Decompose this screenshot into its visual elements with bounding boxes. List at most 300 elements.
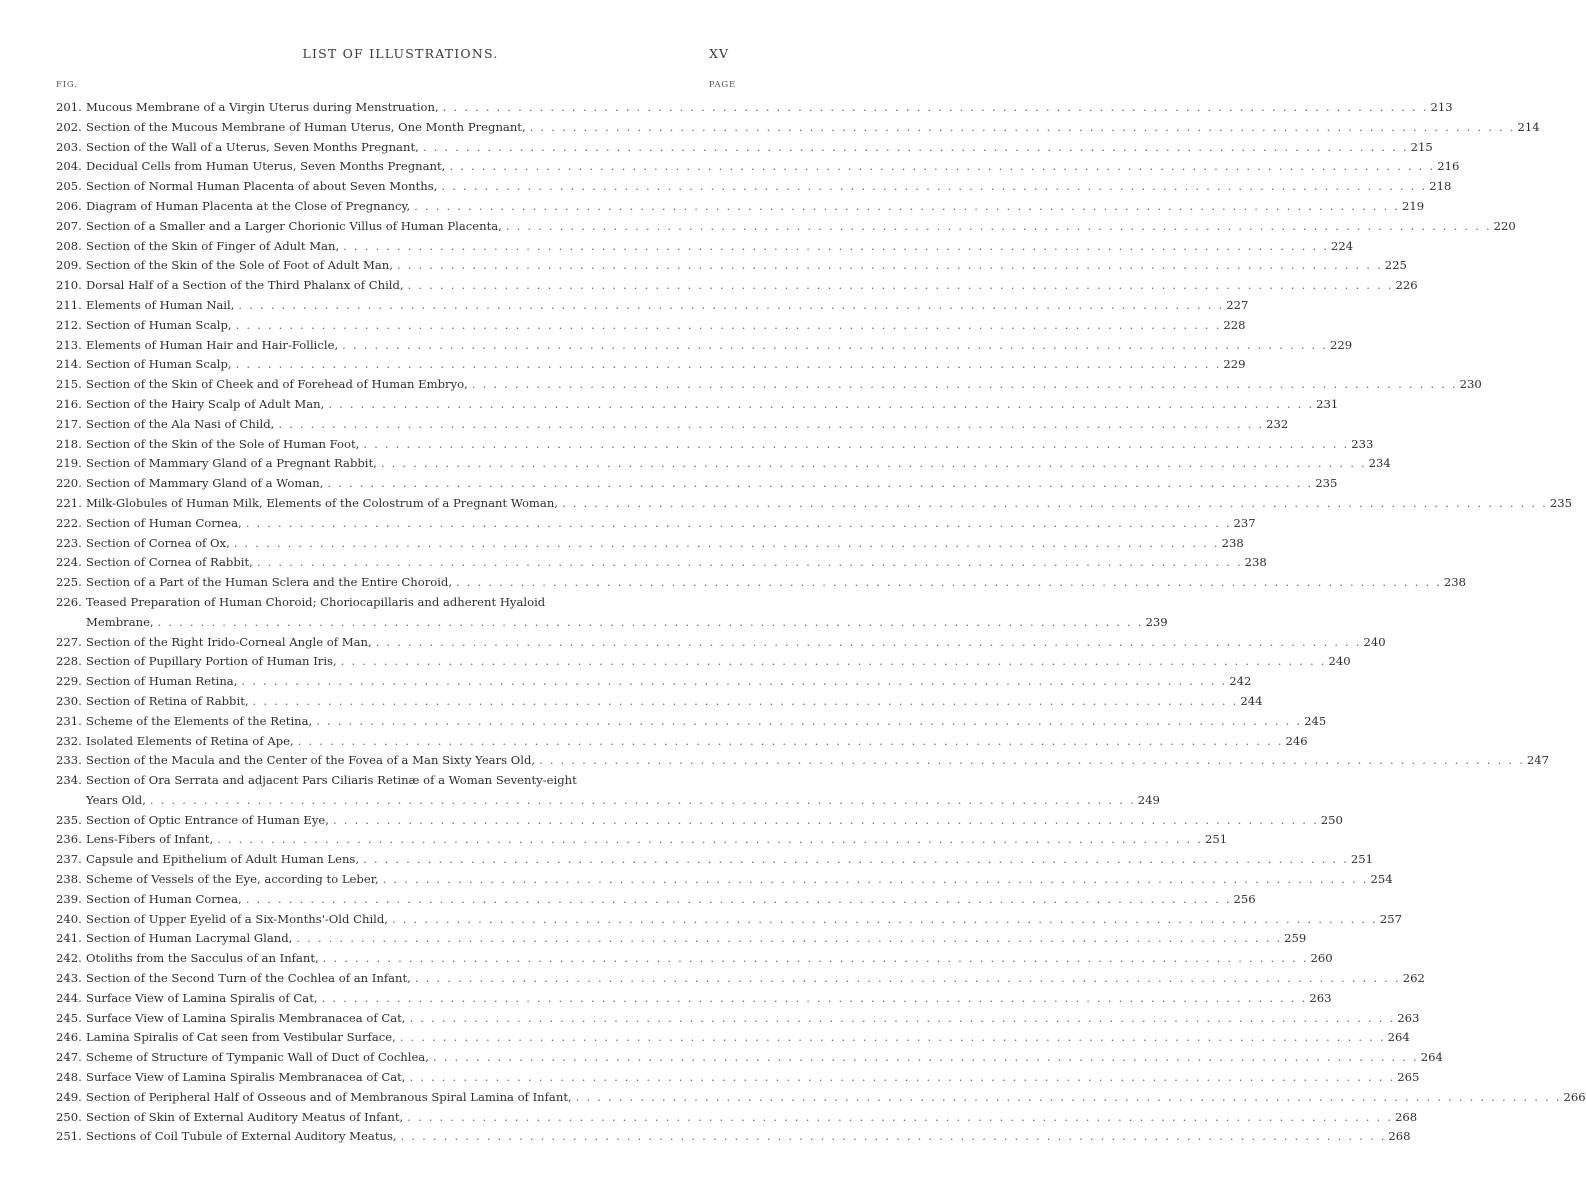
figure-page: 214 — [1517, 119, 1540, 134]
list-item — [56, 929, 1307, 949]
list-item — [56, 692, 1263, 712]
figure-page: 263 — [1309, 990, 1332, 1005]
figure-number: 234. — [56, 773, 82, 788]
figure-page: 260 — [1310, 951, 1333, 966]
list-item — [56, 138, 1433, 158]
figure-number: 233. — [56, 753, 82, 768]
entry-line — [56, 197, 1425, 217]
list-item — [56, 989, 1332, 1009]
entry-line — [56, 969, 1425, 989]
list-item — [56, 633, 1386, 653]
figure-title: Section of the Wall of a Uterus, Seven Months Pregnant, — [86, 139, 419, 154]
list-item — [56, 573, 1467, 593]
figure-page: 228 — [1223, 317, 1246, 332]
figure-title: Section of Peripheral Half of Osseous and of Membranous Spiral Lamina of Infant, — [86, 1089, 572, 1104]
entry-line — [56, 454, 1391, 474]
figure-page: 218 — [1429, 179, 1452, 194]
entry-line — [56, 217, 1516, 237]
figure-title: Elements of Human Nail, — [86, 297, 235, 312]
figure-page: 244 — [1240, 693, 1263, 708]
list-item — [56, 830, 1228, 850]
figure-number: 215. — [56, 377, 82, 392]
figure-page: 230 — [1459, 377, 1482, 392]
dot-leader — [238, 296, 1222, 316]
entry-line — [56, 1028, 1410, 1048]
figure-page: 268 — [1388, 1129, 1411, 1144]
figure-title: Sections of Coil Tubule of External Auditory Meatus, — [86, 1129, 397, 1144]
entry-line — [56, 1088, 1586, 1108]
figure-number: 204. — [56, 159, 82, 174]
figure-number: 211. — [56, 297, 82, 312]
dot-leader — [327, 474, 1311, 494]
figure-title: Section of Ora Serrata and adjacent Pars Ciliaris Retinæ of a Woman Seventy-eight — [86, 773, 577, 788]
list-item — [56, 652, 1351, 672]
figure-title: Section of the Skin of Cheek and of Forehead of Human Embryo, — [86, 377, 468, 392]
figure-title: Section of Skin of External Auditory Meatus of Infant, — [86, 1109, 404, 1124]
list-item — [56, 1088, 1586, 1108]
figure-page: 246 — [1285, 733, 1308, 748]
figure-title: Section of Human Cornea, — [86, 515, 242, 530]
entry-line — [56, 692, 1263, 712]
figure-title: Section of Human Scalp, — [86, 317, 232, 332]
dot-leader — [298, 732, 1282, 752]
entry-line — [56, 1127, 1411, 1147]
figure-number: 248. — [56, 1070, 82, 1085]
figure-page: 245 — [1304, 713, 1327, 728]
figure-title: Mucous Membrane of a Virgin Uterus during Menstruation, — [86, 100, 439, 114]
figure-number: 243. — [56, 971, 82, 986]
dot-leader — [323, 949, 1307, 969]
entry-line — [56, 177, 1452, 197]
figure-number: 232. — [56, 733, 82, 748]
figure-page: 225 — [1384, 258, 1407, 273]
figure-number: 205. — [56, 179, 82, 194]
figure-page: 226 — [1395, 278, 1418, 293]
figure-number: 225. — [56, 575, 82, 590]
figure-title: Decidual Cells from Human Uterus, Seven Months Pregnant, — [86, 159, 446, 174]
figure-title: Section of Optic Entrance of Human Eye, — [86, 812, 329, 827]
figure-title: Dorsal Half of a Section of the Third Phalanx of Child, — [86, 278, 404, 293]
figure-title: Section of Mammary Gland of a Woman, — [86, 476, 324, 491]
list-item — [56, 355, 1246, 375]
list-item — [56, 454, 1391, 474]
figure-page: 247 — [1526, 753, 1550, 768]
figure-page: 268 — [1395, 1109, 1418, 1124]
figure-number: 237. — [56, 852, 82, 867]
dot-leader — [423, 138, 1407, 158]
entry-line — [56, 375, 1482, 395]
entry-line — [56, 1048, 1443, 1068]
figure-number: 210. — [56, 278, 82, 293]
figure-title: Scheme of the Elements of the Retina, — [86, 713, 313, 728]
list-item — [56, 256, 1407, 276]
figure-page: 262 — [1402, 971, 1425, 986]
figure-title: Section of the Right Irido-Corneal Angle of Man, — [86, 634, 372, 649]
figure-page: 257 — [1379, 911, 1402, 926]
figure-number: 209. — [56, 258, 82, 273]
entry-line — [56, 256, 1407, 276]
figure-page: 237 — [1233, 515, 1256, 530]
list-item — [56, 177, 1452, 197]
figure-page: 240 — [1363, 634, 1386, 649]
list-item — [56, 157, 1460, 177]
list-item — [56, 1048, 1443, 1068]
figure-page: 259 — [1284, 931, 1307, 946]
dot-leader — [383, 870, 1367, 890]
entry-line — [56, 910, 1402, 930]
list-item — [56, 435, 1374, 455]
dot-leader — [408, 276, 1392, 296]
figure-number: 247. — [56, 1050, 82, 1065]
dot-leader — [414, 197, 1398, 217]
list-item — [56, 850, 1374, 870]
dot-leader — [253, 692, 1237, 712]
dot-leader — [316, 712, 1300, 732]
figure-number: 238. — [56, 872, 82, 887]
dot-leader — [441, 177, 1425, 197]
figure-number: 230. — [56, 693, 82, 708]
figure-title: Section of the Second Turn of the Cochlea of an Infant, — [86, 971, 411, 986]
figure-title: Section of the Hairy Scalp of Adult Man, — [86, 396, 325, 411]
figure-title: Elements of Human Hair and Hair-Follicle, — [86, 337, 339, 352]
list-item — [56, 474, 1338, 494]
figure-title: Isolated Elements of Retina of Ape, — [86, 733, 294, 748]
list-item — [56, 237, 1354, 257]
figure-title: Section of Cornea of Ox, — [86, 535, 230, 550]
entry-line — [56, 355, 1246, 375]
figure-number: 217. — [56, 416, 82, 431]
figure-title: Lamina Spiralis of Cat seen from Vestibular Surface, — [86, 1030, 396, 1045]
figure-number: 202. — [56, 119, 82, 134]
figure-title: Capsule and Epithelium of Adult Human Lens, — [86, 852, 360, 867]
entry-line — [56, 237, 1354, 257]
figure-title: Teased Preparation of Human Choroid; Choriocapillaris and adherent Hyaloid — [86, 594, 546, 609]
figure-number: 241. — [56, 931, 82, 946]
figure-number: 223. — [56, 535, 82, 550]
figure-page: 239 — [1145, 614, 1168, 629]
entry-line — [56, 850, 1374, 870]
figure-title: Lens-Fibers of Infant, — [86, 832, 214, 847]
figure-page: 265 — [1397, 1070, 1420, 1085]
fig-column-label: FIG. — [56, 80, 78, 90]
figure-page: 238 — [1244, 555, 1267, 570]
dot-leader — [150, 791, 1134, 811]
figure-page: 231 — [1316, 396, 1339, 411]
figure-page: 215 — [1410, 139, 1433, 154]
dot-leader — [576, 1088, 1560, 1108]
dot-leader — [333, 811, 1317, 831]
figure-page: 229 — [1329, 337, 1353, 352]
figure-page: 250 — [1320, 812, 1343, 827]
figure-title-continued: Years Old, — [86, 792, 146, 807]
list-item — [56, 514, 1256, 534]
entry-line — [56, 118, 1540, 138]
figure-number: 246. — [56, 1030, 82, 1045]
dot-leader — [278, 415, 1262, 435]
entry-line — [56, 732, 1308, 752]
figure-title: Section of the Mucous Membrane of Human Uterus, One Month Pregnant, — [86, 119, 526, 134]
figure-number: 239. — [56, 891, 82, 906]
figure-title: Section of the Skin of the Sole of Foot of Adult Man, — [86, 258, 393, 273]
figure-number: 244. — [56, 990, 82, 1005]
dot-leader — [530, 118, 1514, 138]
dot-leader — [433, 1048, 1417, 1068]
entry-line — [56, 593, 736, 613]
figure-number: 224. — [56, 555, 82, 570]
entry-line — [56, 435, 1374, 455]
list-item — [56, 1028, 1410, 1048]
figure-number: 219. — [56, 456, 82, 471]
list-item — [56, 949, 1333, 969]
figure-title: Section of Cornea of Rabbit, — [86, 555, 253, 570]
entry-line — [56, 296, 1249, 316]
figure-page: 238 — [1221, 535, 1244, 550]
entry-line — [56, 672, 1252, 692]
entry-line — [56, 613, 1168, 633]
column-headings — [56, 80, 736, 92]
figure-title: Section of a Part of the Human Sclera and the Entire Choroid, — [86, 575, 453, 590]
dot-leader — [409, 1068, 1393, 1088]
figure-number: 214. — [56, 357, 82, 372]
dot-leader — [381, 454, 1365, 474]
figure-number: 213. — [56, 337, 82, 352]
figure-title: Section of Mammary Gland of a Pregnant Rabbit, — [86, 456, 377, 471]
figure-number: 207. — [56, 218, 82, 233]
entry-line — [56, 514, 1256, 534]
dot-leader — [409, 1009, 1393, 1029]
figure-title: Surface View of Lamina Spiralis Membranacea of Cat, — [86, 1070, 406, 1085]
dot-leader — [415, 969, 1399, 989]
figure-page: 233 — [1351, 436, 1374, 451]
entry-line — [56, 474, 1338, 494]
figure-page: 266 — [1563, 1089, 1586, 1104]
figure-number: 249. — [56, 1089, 82, 1104]
dot-leader — [328, 395, 1312, 415]
dot-leader — [158, 613, 1142, 633]
dot-leader — [449, 157, 1433, 177]
entry-line — [56, 949, 1333, 969]
figure-title: Section of Human Lacrymal Gland, — [86, 931, 293, 946]
dot-leader — [342, 336, 1326, 356]
list-item — [56, 336, 1353, 356]
entry-line — [56, 1009, 1420, 1029]
figure-number: 231. — [56, 713, 82, 728]
list-item — [56, 771, 1160, 811]
list-item — [56, 712, 1327, 732]
figure-title: Section of the Skin of Finger of Adult Man, — [86, 238, 340, 253]
figure-number: 251. — [56, 1129, 82, 1144]
list-item — [56, 197, 1425, 217]
figure-number: 212. — [56, 317, 82, 332]
figure-title: Section of the Ala Nasi of Child, — [86, 416, 275, 431]
list-item — [56, 98, 1453, 118]
figure-title: Otoliths from the Sacculus of an Infant, — [86, 951, 319, 966]
figure-title: Section of the Skin of the Sole of Human Foot, — [86, 436, 360, 451]
list-item — [56, 553, 1267, 573]
entry-line — [56, 276, 1418, 296]
list-item — [56, 395, 1339, 415]
figure-number: 221. — [56, 495, 82, 510]
entry-line — [56, 1108, 1418, 1128]
figure-title: Section of Human Cornea, — [86, 891, 242, 906]
dot-leader — [443, 98, 1427, 118]
list-item — [56, 732, 1308, 752]
dot-leader — [343, 237, 1327, 257]
figure-page: 254 — [1370, 872, 1393, 887]
entry-line — [56, 771, 736, 791]
figure-title: Diagram of Human Placenta at the Close of Pregnancy, — [86, 198, 411, 213]
dot-leader — [217, 830, 1201, 850]
dot-leader — [322, 989, 1306, 1009]
entry-line — [56, 415, 1289, 435]
figure-page: 224 — [1330, 238, 1354, 253]
entry-line — [56, 494, 1572, 514]
figure-number: 250. — [56, 1109, 82, 1124]
figure-title: Section of Upper Eyelid of a Six-Months'-Old Child, — [86, 911, 388, 926]
figure-title: Scheme of Vessels of the Eye, according to Leber, — [86, 872, 379, 887]
figure-number: 206. — [56, 198, 82, 213]
list-item — [56, 1068, 1420, 1088]
entry-line — [56, 830, 1228, 850]
dot-leader — [234, 534, 1218, 554]
dot-leader — [401, 1127, 1385, 1147]
entry-line — [56, 534, 1244, 554]
figure-number: 201. — [56, 100, 82, 114]
dot-leader — [456, 573, 1440, 593]
figure-page: 213 — [1430, 100, 1453, 114]
figure-page: 242 — [1229, 674, 1252, 689]
dot-leader — [400, 1028, 1384, 1048]
entry-line — [56, 811, 1343, 831]
entry-line — [56, 1068, 1420, 1088]
figure-title: Section of a Smaller and a Larger Chorionic Villus of Human Placenta, — [86, 218, 502, 233]
figure-page: 216 — [1437, 159, 1460, 174]
figure-page: 256 — [1233, 891, 1256, 906]
figure-title: Section of Normal Human Placenta of about Seven Months, — [86, 179, 438, 194]
list-item — [56, 494, 1572, 514]
figure-page: 232 — [1266, 416, 1289, 431]
figure-page: 220 — [1493, 218, 1516, 233]
dot-leader — [246, 890, 1230, 910]
list-item — [56, 534, 1244, 554]
entry-line — [56, 553, 1267, 573]
entry-line — [56, 890, 1256, 910]
figure-title: Surface View of Lamina Spiralis Membranacea of Cat, — [86, 1010, 406, 1025]
figure-title: Scheme of Structure of Tympanic Wall of Duct of Cochlea, — [86, 1050, 429, 1065]
figure-page: 227 — [1226, 297, 1249, 312]
dot-leader — [562, 494, 1546, 514]
dot-leader — [363, 850, 1347, 870]
entry-line — [56, 989, 1332, 1009]
dot-leader — [236, 355, 1220, 375]
figure-title-continued: Membrane, — [86, 614, 154, 629]
dot-leader — [296, 929, 1280, 949]
figure-page: 234 — [1368, 456, 1391, 471]
figure-page: 251 — [1204, 832, 1228, 847]
figure-number: 227. — [56, 634, 82, 649]
figure-number: 220. — [56, 476, 82, 491]
list-item — [56, 1127, 1411, 1147]
figure-number: 216. — [56, 396, 82, 411]
entry-line — [56, 751, 1550, 771]
figure-title: Surface View of Lamina Spiralis of Cat, — [86, 990, 318, 1005]
figure-title: Milk-Globules of Human Milk, Elements of the Colostrum of a Pregnant Woman, — [86, 495, 558, 510]
figure-title: Section of Retina of Rabbit, — [86, 693, 249, 708]
figure-title: Section of the Macula and the Center of the Fovea of a Man Sixty Years Old, — [86, 753, 536, 768]
list-item — [56, 1009, 1420, 1029]
dot-leader — [236, 316, 1220, 336]
figure-number: 245. — [56, 1010, 82, 1025]
list-item — [56, 870, 1393, 890]
figure-number: 236. — [56, 832, 82, 847]
list-item — [56, 316, 1246, 336]
entry-line — [56, 791, 1160, 811]
figure-number: 222. — [56, 515, 82, 530]
figure-number: 228. — [56, 654, 82, 669]
figure-title: Section of Pupillary Portion of Human Iris, — [86, 654, 337, 669]
dot-leader — [363, 435, 1347, 455]
list-item — [56, 811, 1343, 831]
dot-leader — [341, 652, 1325, 672]
entry-line — [56, 712, 1327, 732]
figure-number: 229. — [56, 674, 82, 689]
dot-leader — [506, 217, 1490, 237]
entry-line — [56, 316, 1246, 336]
figure-page: 240 — [1328, 654, 1351, 669]
list-item — [56, 217, 1516, 237]
dot-leader — [539, 751, 1523, 771]
figure-number: 242. — [56, 951, 82, 966]
dot-leader — [397, 256, 1381, 276]
illustration-list — [56, 98, 1586, 1147]
list-item — [56, 118, 1540, 138]
figure-page: 238 — [1443, 575, 1467, 590]
entry-line — [56, 98, 1453, 118]
list-item — [56, 672, 1252, 692]
figure-page: 235 — [1549, 495, 1572, 510]
list-item — [56, 593, 1168, 633]
list-item — [56, 910, 1402, 930]
list-item — [56, 1108, 1418, 1128]
entry-line — [56, 395, 1339, 415]
list-item — [56, 296, 1249, 316]
entry-line — [56, 336, 1353, 356]
running-title: LIST OF ILLUSTRATIONS. — [302, 46, 499, 61]
page-header — [0, 46, 801, 66]
figure-page: 229 — [1223, 357, 1246, 372]
dot-leader — [246, 514, 1230, 534]
entry-line — [56, 138, 1433, 158]
figure-page: 219 — [1402, 198, 1425, 213]
entry-line — [56, 157, 1460, 177]
dot-leader — [376, 633, 1360, 653]
dot-leader — [241, 672, 1225, 692]
dot-leader — [472, 375, 1456, 395]
entry-line — [56, 929, 1307, 949]
figure-page: 264 — [1387, 1030, 1410, 1045]
figure-page: 264 — [1420, 1050, 1443, 1065]
entry-line — [56, 573, 1467, 593]
figure-page: 251 — [1350, 852, 1374, 867]
figure-number: 226. — [56, 594, 82, 609]
entry-line — [56, 633, 1386, 653]
figure-page: 263 — [1397, 1010, 1420, 1025]
list-item — [56, 890, 1256, 910]
figure-number: 240. — [56, 911, 82, 926]
figure-title: Section of Human Scalp, — [86, 357, 232, 372]
figure-page: 249 — [1137, 792, 1160, 807]
entry-line — [56, 870, 1393, 890]
